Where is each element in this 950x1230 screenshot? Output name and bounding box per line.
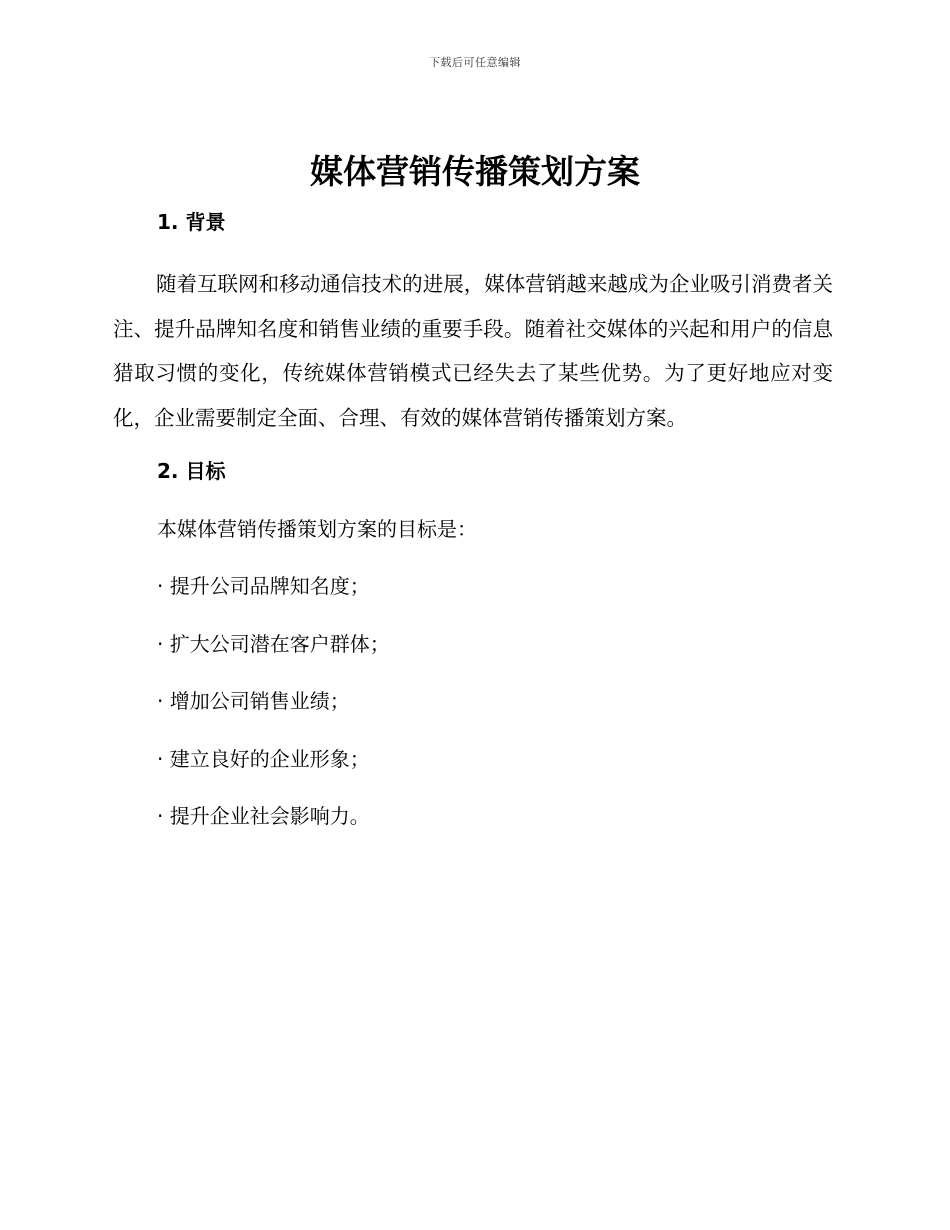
document-title: 媒体营销传播策划方案 xyxy=(310,152,640,191)
list-item: · 扩大公司潜在客户群体； xyxy=(157,631,390,656)
section-heading-background: 1. 背景 xyxy=(157,210,226,234)
list-item: · 增加公司销售业绩； xyxy=(157,689,350,713)
list-item: · 建立良好的企业形象； xyxy=(157,746,370,771)
goals-intro: 本媒体营销传播策划方案的目标是： xyxy=(157,517,477,541)
list-item: · 提升企业社会影响力。 xyxy=(157,804,370,828)
list-item: · 提升公司品牌知名度； xyxy=(157,574,370,598)
background-paragraph: 随着互联网和移动通信技术的进展，媒体营销越来越成为企业吸引消费者关注、提升品牌知名度和销售业绩的重要手段。随着社交媒体的兴起和用户的信息猎取习惯的变化，传统媒体营销模式已经失去了某些优势。为了更好地应对变化，企业需要制定全面、合理、有效的媒体营销传播策划方案。 xyxy=(113,272,833,430)
goals-list xyxy=(157,571,390,859)
section-heading-goals: 2. 目标 xyxy=(157,459,226,483)
header-note: 下载后可任意编辑 xyxy=(429,56,521,69)
